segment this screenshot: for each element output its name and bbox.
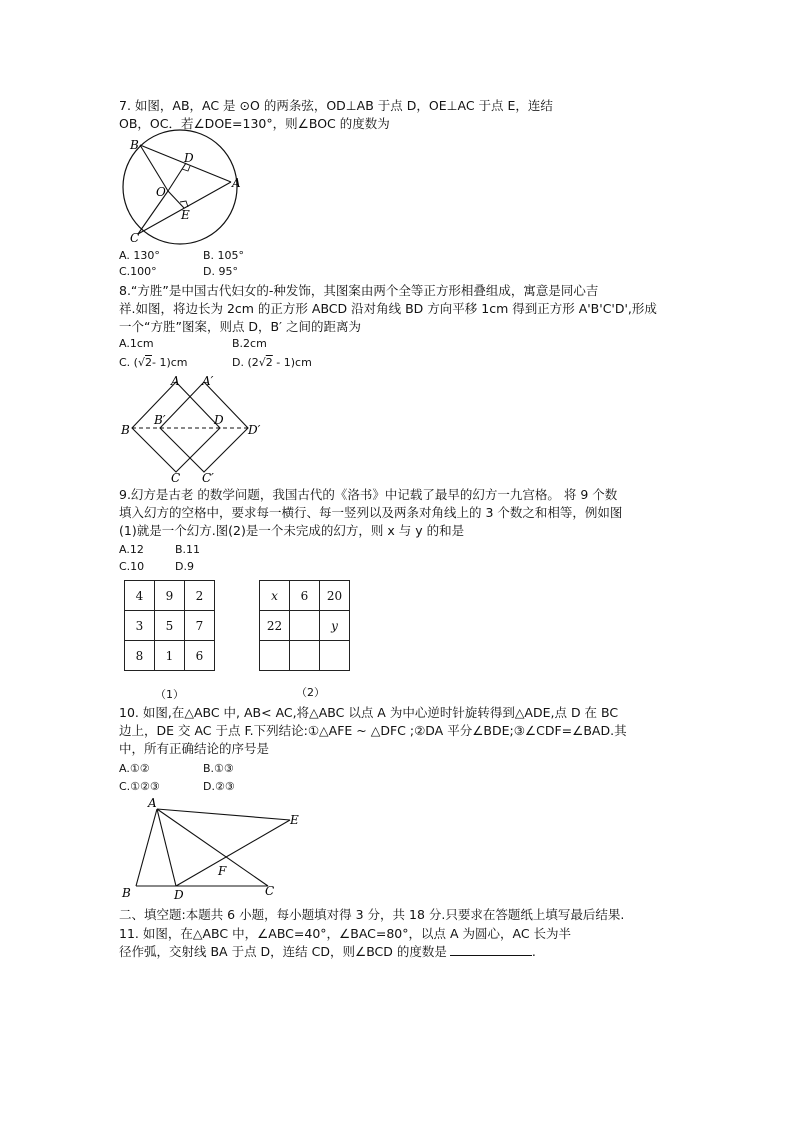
q10-text-line1: 10. 如图,在△ABC 中, AB< AC,将△ABC 以点 A 为中心逆时针旋转得到△ADE,点 D 在 BC (119, 705, 619, 720)
q8-label-a-prime: A′ (202, 374, 214, 388)
grid2-cell (320, 641, 350, 671)
q8-label-c-prime: C′ (202, 471, 214, 485)
grid2-cell (290, 611, 320, 641)
grid2-cell: 22 (260, 611, 290, 641)
grid1-cell: 9 (155, 581, 185, 611)
grid2-cell: 20 (320, 581, 350, 611)
q7-option-a: A. 130° (119, 249, 160, 262)
q8-text-line3: 一个“方胜”图案，则点 D，B′ 之间的距离为 (119, 319, 361, 334)
grid2-row (260, 611, 350, 641)
q10-label-a: A (148, 796, 157, 810)
grid2-cell (290, 641, 320, 671)
q9-text-line3: (1)就是一个幻方.图(2)是一个未完成的幻方，则 x 与 y 的和是 (119, 523, 465, 538)
grid2-cell: 6 (290, 581, 320, 611)
q10-text-line3: 中，所有正确结论的序号是 (119, 741, 270, 756)
q7-text-line2: OB，OC．若∠DOE=130°，则∠BOC 的度数为 (119, 116, 390, 131)
q10-option-a: A.①② (119, 762, 150, 775)
q7-option-d: D. 95° (203, 265, 238, 278)
grid1-row (125, 581, 215, 611)
q9-option-a: A.12 (119, 543, 144, 556)
q7-label-o: O (156, 185, 166, 199)
q8-option-b: B.2cm (232, 337, 267, 350)
q8-text-line2: 祥.如图，将边长为 2cm 的正方形 ABCD 沿对角线 BD 方向平移 1cm 得到正方形 A'B'C'D',形成 (119, 301, 657, 316)
magic-square-2 (259, 580, 350, 671)
q9-text-line1: 9.幻方是古老 的数学问题，我国古代的《洛书》中记载了最早的幻方一九宫格。 将 9 个数 (119, 487, 618, 502)
grid2-cell (260, 641, 290, 671)
q11-text-line2: 径作弧，交射线 BA 于点 D，连结 CD，则∠BCD 的度数是 . (119, 944, 536, 959)
q10-label-f: F (218, 864, 227, 878)
q8-label-b: B (121, 423, 130, 437)
q9-option-d: D.9 (175, 560, 194, 573)
q9-text-line2: 填入幻方的空格中，要求每一横行、每一竖列以及两条对角线上的 3 个数之和相等，例如图 (119, 505, 623, 520)
q10-triangle-figure (118, 797, 308, 903)
grid2-row (260, 641, 350, 671)
q8-fangsheng-figure (118, 372, 268, 484)
q8-option-c: C. (√2- 1)cm (119, 356, 188, 369)
q10-option-d: D.②③ (203, 780, 235, 793)
q8-option-a: A.1cm (119, 337, 154, 350)
section2-heading: 二、填空题:本题共 6 小题，每小题填对得 3 分，共 18 分.只要求在答题纸上填写最后结果. (119, 907, 625, 922)
grid2-row (260, 581, 350, 611)
q10-text-line2: 边上，DE 交 AC 于点 F.下列结论:①△AFE ~ △DFC ;②DA 平分∠BDE;③∠CDF=∠BAD.其 (119, 723, 627, 738)
grid1-cell: 2 (185, 581, 215, 611)
grid1-cell: 6 (185, 641, 215, 671)
q7-option-b: B. 105° (203, 249, 245, 262)
q8-label-c: C (171, 471, 181, 485)
grid1-cell: 5 (155, 611, 185, 641)
q10-option-b: B.①③ (203, 762, 234, 775)
q10-label-b: B (122, 886, 131, 900)
q7-label-b: B (130, 138, 139, 152)
q8-option-d: D. (2√2 - 1)cm (232, 356, 312, 369)
q7-label-d: D (184, 151, 194, 165)
q8-label-a: A (171, 374, 180, 388)
q7-label-a: A (232, 176, 241, 190)
q7-label-e: E (181, 208, 190, 222)
q10-label-d: D (174, 888, 184, 902)
q8-label-d-prime: D′ (248, 423, 261, 437)
grid1-caption: （1） (155, 688, 184, 701)
q7-text-line1: 7. 如图，AB，AC 是 ⊙O 的两条弦，OD⊥AB 于点 D，OE⊥AC 于点 E，连结 (119, 98, 553, 113)
q7-label-c: C (130, 231, 140, 245)
grid1-cell: 8 (125, 641, 155, 671)
q10-label-c: C (265, 884, 275, 898)
grid1-cell: 3 (125, 611, 155, 641)
grid1-row (125, 611, 215, 641)
q8-label-d: D (214, 413, 224, 427)
grid2-cell: x (260, 581, 290, 611)
q9-option-c: C.10 (119, 560, 145, 573)
grid1-cell: 1 (155, 641, 185, 671)
q7-circle-figure (118, 136, 248, 248)
q10-label-e: E (290, 813, 299, 827)
q9-option-b: B.11 (175, 543, 201, 556)
q7-option-c: C.100° (119, 265, 157, 278)
grid2-caption: （2） (296, 686, 325, 699)
grid2-cell: y (320, 611, 350, 641)
q11-answer-blank[interactable] (450, 943, 532, 956)
q8-label-b-prime: B′ (154, 413, 166, 427)
grid1-row (125, 641, 215, 671)
grid1-cell: 4 (125, 581, 155, 611)
magic-square-1 (124, 580, 215, 671)
q8-text-line1: 8.“方胜”是中国古代妇女的-种发饰，其图案由两个全等正方形相叠组成，寓意是同心吉 (119, 283, 599, 298)
grid1-cell: 7 (185, 611, 215, 641)
q10-option-c: C.①②③ (119, 780, 160, 793)
q11-text-line1: 11. 如图，在△ABC 中，∠ABC=40°，∠BAC=80°，以点 A 为圆心，AC 长为半 (119, 926, 572, 941)
